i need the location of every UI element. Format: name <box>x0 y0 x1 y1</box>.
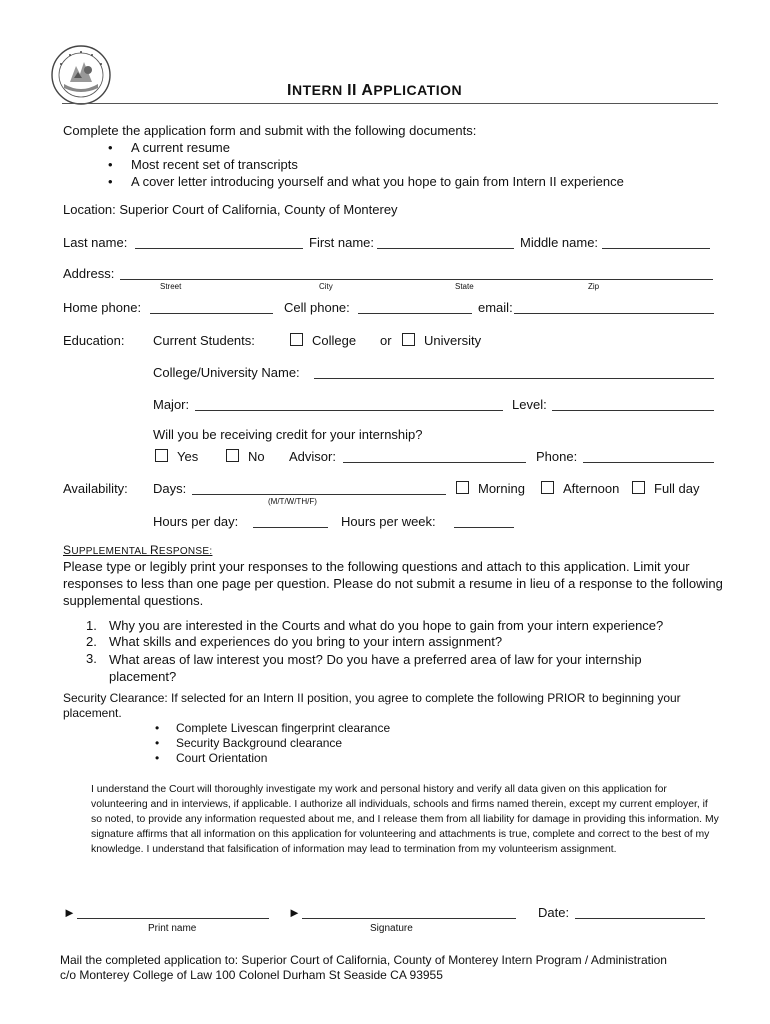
intro-item-resume: A current resume <box>131 140 230 155</box>
question-number: 3. <box>86 651 97 666</box>
question-number: 1. <box>86 618 97 633</box>
credit-yes-checkbox[interactable] <box>155 449 168 462</box>
supplemental-question: What skills and experiences do you bring to your intern assignment? <box>109 634 503 649</box>
credit-question: Will you be receiving credit for your internship? <box>153 427 423 442</box>
intro-bullet: • <box>108 157 113 172</box>
or-label: or <box>380 333 392 348</box>
college-label: College <box>312 333 357 348</box>
home-phone-field[interactable] <box>150 313 273 314</box>
cell-phone-label: Cell phone: <box>284 300 350 315</box>
question-number: 2. <box>86 634 97 649</box>
location: Location: Superior Court of California, County of Monterey <box>63 202 398 217</box>
level-field[interactable] <box>552 410 714 411</box>
advisor-field[interactable] <box>343 462 526 463</box>
first-name-label: First name: <box>309 235 375 250</box>
supplemental-paragraph: Please type or legibly print your responses to the following questions and attach to this application. Limit your responses to less than one page per question. Please do not submit a resume in lieu of a response to the following supplemental questions. <box>63 559 723 608</box>
address-label: Address: <box>63 266 115 281</box>
security-bullet: • <box>155 751 160 765</box>
middle-name-label: Middle name: <box>520 235 599 250</box>
credit-yes-label: Yes <box>177 449 199 464</box>
address-city-hint: City <box>319 282 333 291</box>
last-name-field[interactable] <box>135 248 303 249</box>
last-name-label: Last name: <box>63 235 128 250</box>
title-rule <box>62 103 718 104</box>
security-clearance-text: Security Clearance: If selected for an Intern II position, you agree to complete the following PRIOR to beginning your placement. <box>63 691 681 720</box>
afternoon-checkbox[interactable] <box>541 481 554 494</box>
supplemental-heading: SUPPLEMENTAL RESPONSE: <box>63 543 213 557</box>
address-street-hint: Street <box>160 282 182 291</box>
afternoon-label: Afternoon <box>563 481 620 496</box>
signature-arrow-icon: ► <box>288 905 301 920</box>
signature-label: Signature <box>370 923 413 934</box>
mail-line-1: Mail the completed application to: Superior Court of California, County of Monterey Intern Program / Administration <box>60 953 667 967</box>
days-hint: (M/T/W/TH/F) <box>268 497 317 506</box>
intro-lead: Complete the application form and submit with the following documents: <box>63 123 477 138</box>
major-label: Major: <box>153 397 190 412</box>
cell-phone-field[interactable] <box>358 313 472 314</box>
email-label: email: <box>478 300 513 315</box>
school-name-label: College/University Name: <box>153 365 300 380</box>
address-zip-hint: Zip <box>588 282 600 291</box>
full-day-label: Full day <box>654 481 700 496</box>
home-phone-label: Home phone: <box>63 300 142 315</box>
university-checkbox[interactable] <box>402 333 415 346</box>
hours-per-week-field[interactable] <box>454 527 514 528</box>
university-label: University <box>424 333 482 348</box>
address-state-hint: State <box>455 282 474 291</box>
print-name-arrow-icon: ► <box>63 905 76 920</box>
address-field[interactable] <box>120 279 713 280</box>
page-title: INTERN II APPLICATION <box>287 82 463 99</box>
supplemental-question: Why you are interested in the Courts and what do you hope to gain from your intern experience? <box>109 618 664 633</box>
advisor-phone-label: Phone: <box>536 449 578 464</box>
credit-no-checkbox[interactable] <box>226 449 239 462</box>
print-name-field[interactable] <box>77 918 269 919</box>
security-bullet: • <box>155 721 160 735</box>
first-name-field[interactable] <box>377 248 514 249</box>
middle-name-field[interactable] <box>602 248 710 249</box>
intro-bullet: • <box>108 174 113 189</box>
full-day-checkbox[interactable] <box>632 481 645 494</box>
hours-per-week-label: Hours per week: <box>341 514 436 529</box>
intro-item-cover-letter: A cover letter introducing yourself and what you hope to gain from Intern II experience <box>131 174 624 189</box>
credit-no-label: No <box>248 449 265 464</box>
availability-label: Availability: <box>63 481 128 496</box>
security-bullet: • <box>155 736 160 750</box>
california-seal <box>50 44 112 106</box>
seal-icon <box>50 44 112 106</box>
security-item: Court Orientation <box>176 751 268 765</box>
current-students-label: Current Students: <box>153 333 255 348</box>
hours-per-day-label: Hours per day: <box>153 514 239 529</box>
hours-per-day-field[interactable] <box>253 527 328 528</box>
days-field[interactable] <box>192 494 446 495</box>
date-label: Date: <box>538 905 570 920</box>
mail-line-2: c/o Monterey College of Law 100 Colonel Durham St Seaside CA 93955 <box>60 968 443 982</box>
security-item: Security Background clearance <box>176 736 343 750</box>
morning-label: Morning <box>478 481 525 496</box>
education-label: Education: <box>63 333 125 348</box>
email-field[interactable] <box>514 313 714 314</box>
certification-text: I understand the Court will thoroughly investigate my work and personal history and verify all data given on this application for volunteering and in interviews, if applicable. I authorize all individuals, schools and firms named therein, except my current employer, if so noted, to provide any information requested about me, and I release them from all liability for damage in providing this information. My signature affirms that all information on this application for volunteering and attachments is true, complete and correct to the best of my knowledge. I understand that falsification of information may lead to termination from my volunteerism assignment. <box>91 784 719 855</box>
morning-checkbox[interactable] <box>456 481 469 494</box>
school-name-field[interactable] <box>314 378 714 379</box>
days-label: Days: <box>153 481 187 496</box>
supplemental-question: What areas of law interest you most? Do you have a preferred area of law for your internship placement? <box>109 652 642 684</box>
intro-bullet: • <box>108 140 113 155</box>
signature-field[interactable] <box>302 918 516 919</box>
print-name-label: Print name <box>148 923 197 934</box>
advisor-phone-field[interactable] <box>583 462 714 463</box>
advisor-label: Advisor: <box>289 449 336 464</box>
security-item: Complete Livescan fingerprint clearance <box>176 721 391 735</box>
date-field[interactable] <box>575 918 705 919</box>
college-checkbox[interactable] <box>290 333 303 346</box>
intro-item-transcripts: Most recent set of transcripts <box>131 157 298 172</box>
major-field[interactable] <box>195 410 503 411</box>
level-label: Level: <box>512 397 547 412</box>
